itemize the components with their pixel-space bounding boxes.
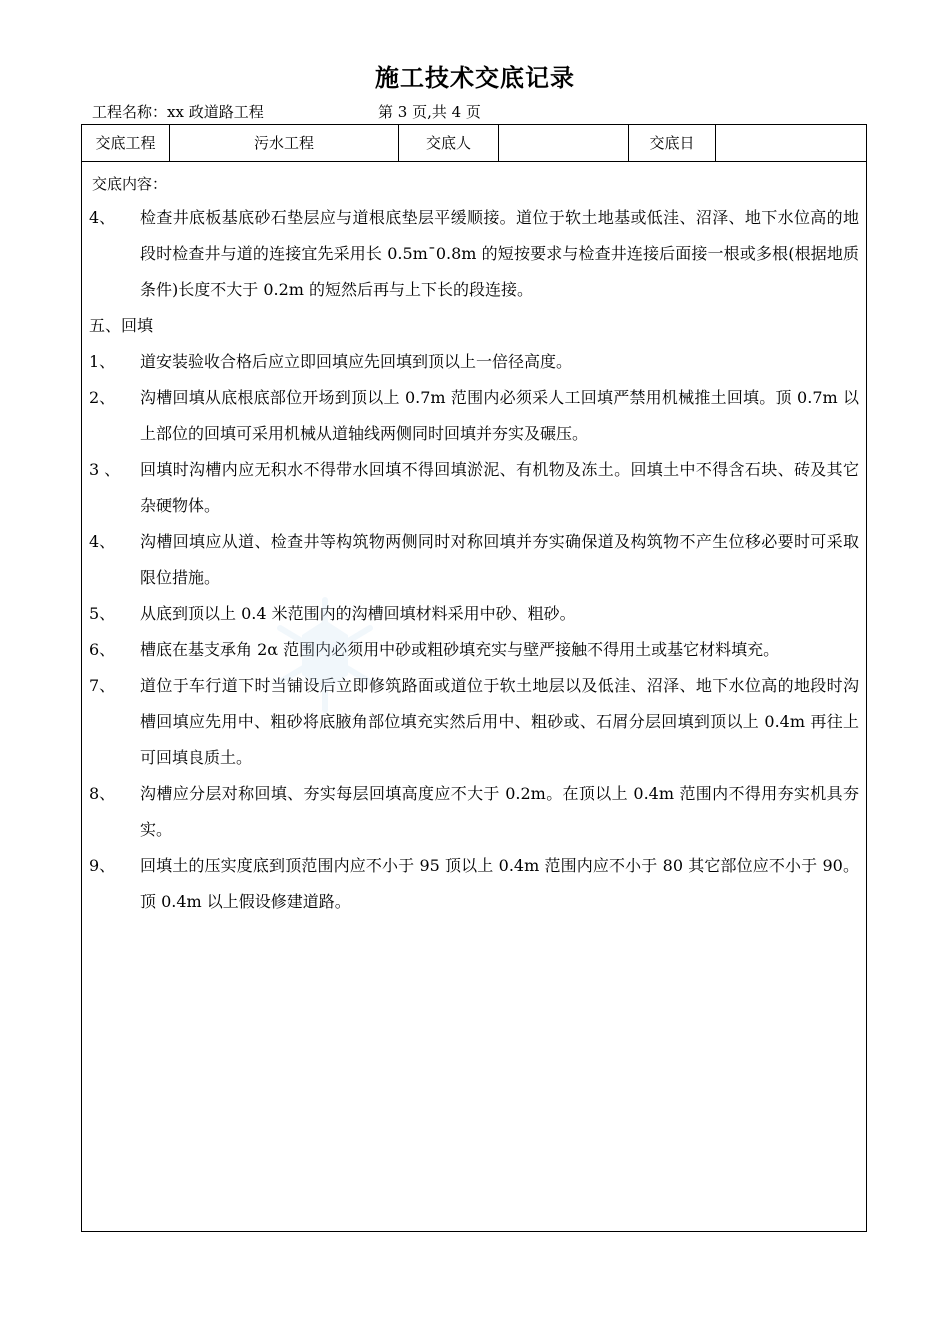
list-item-text: 五、回填 — [89, 316, 154, 335]
list-item — [89, 200, 859, 308]
list-item — [89, 668, 859, 776]
content-area — [82, 162, 866, 1231]
list-item-text: 检查井底板基底砂石垫层应与道根底垫层平缓顺接。道位于软土地基或低洼、沼泽、地下水位高的地段时检查井与道的连接宜先采用长 0.5m¯0.8m 的短按要求与检查井连接后面接一根或多根(根据地质条件)长度不大于 0.2m 的短然后再与上下长的段连接。 — [140, 208, 859, 299]
content-items — [89, 200, 859, 920]
person-label-cell: 交底人 — [399, 125, 499, 161]
item-value-cell: 污水工程 — [170, 125, 399, 161]
list-item-number: 4、 — [89, 532, 116, 551]
list-item-number: 2、 — [89, 388, 116, 407]
list-item-number: 9、 — [89, 856, 116, 875]
list-item-text: 回填时沟槽内应无积水不得带水回填不得回填淤泥、有机物及冻土。回填土中不得含石块、砖及其它杂硬物体。 — [140, 460, 859, 515]
list-item-number: 8、 — [89, 784, 116, 803]
list-item-number: 5、 — [89, 604, 116, 623]
item-label-cell: 交底工程 — [82, 125, 170, 161]
list-item-number: 3 、 — [89, 460, 121, 479]
list-item-text: 沟槽回填应从道、检查井等构筑物两侧同时对称回填并夯实确保道及构筑物不产生位移必要时可采取限位措施。 — [140, 532, 859, 587]
list-item-text: 沟槽应分层对称回填、夯实每层回填高度应不大于 0.2m。在顶以上 0.4m 范围内不得用夯实机具夯实。 — [140, 784, 859, 839]
list-item — [89, 524, 859, 596]
list-item — [89, 776, 859, 848]
list-item — [89, 452, 859, 524]
list-item — [89, 596, 859, 632]
project-name: 工程名称：xx 政道路工程 — [92, 103, 264, 121]
list-item — [89, 632, 859, 668]
list-item-number: 1、 — [89, 352, 116, 371]
section-heading — [89, 308, 859, 344]
list-item-text: 沟槽回填从底根底部位开场到顶以上 0.7m 范围内必须采人工回填严禁用机械推土回填。顶 0.7m 以上部位的回填可采用机械从道轴线两侧同时回填并夯实及碾压。 — [140, 388, 859, 443]
list-item-text: 道安装验收合格后应立即回填应先回填到顶以上一倍径高度。 — [140, 352, 573, 371]
list-item-text: 从底到顶以上 0.4 米范围内的沟槽回填材料采用中砂、粗砂。 — [140, 604, 576, 623]
list-item-text: 槽底在基支承角 2α 范围内必须用中砂或粗砂填充实与壁严接触不得用土或基它材料填充。 — [140, 640, 780, 659]
content-intro: 交底内容： — [92, 175, 168, 193]
header-row — [82, 125, 866, 162]
page-indicator: 第 3 页,共 4 页 — [378, 103, 481, 121]
list-item — [89, 848, 859, 920]
person-value-cell — [499, 125, 629, 161]
document-title: 施工技术交底记录 — [375, 63, 575, 92]
list-item-number: 7、 — [89, 676, 116, 695]
list-item — [89, 344, 859, 380]
list-item-number: 6、 — [89, 640, 116, 659]
list-item — [89, 380, 859, 452]
date-value-cell — [716, 125, 866, 161]
list-item-number: 4、 — [89, 208, 116, 227]
date-label-cell: 交底日 — [629, 125, 716, 161]
list-item-text: 道位于车行道下时当铺设后立即修筑路面或道位于软土地层以及低洼、沼泽、地下水位高的地段时沟槽回填应先用中、粗砂将底腋角部位填充实然后用中、粗砂或、石屑分层回填到顶以上 0.4m 再往上可回填良质土。 — [140, 676, 859, 767]
list-item-text: 回填土的压实度底到顶范围内应不小于 95 顶以上 0.4m 范围内应不小于 80 其它部位应不小于 90。顶 0.4m 以上假设修建道路。 — [140, 856, 859, 911]
record-frame — [81, 124, 867, 1232]
snowflake-watermark-icon — [270, 590, 380, 720]
